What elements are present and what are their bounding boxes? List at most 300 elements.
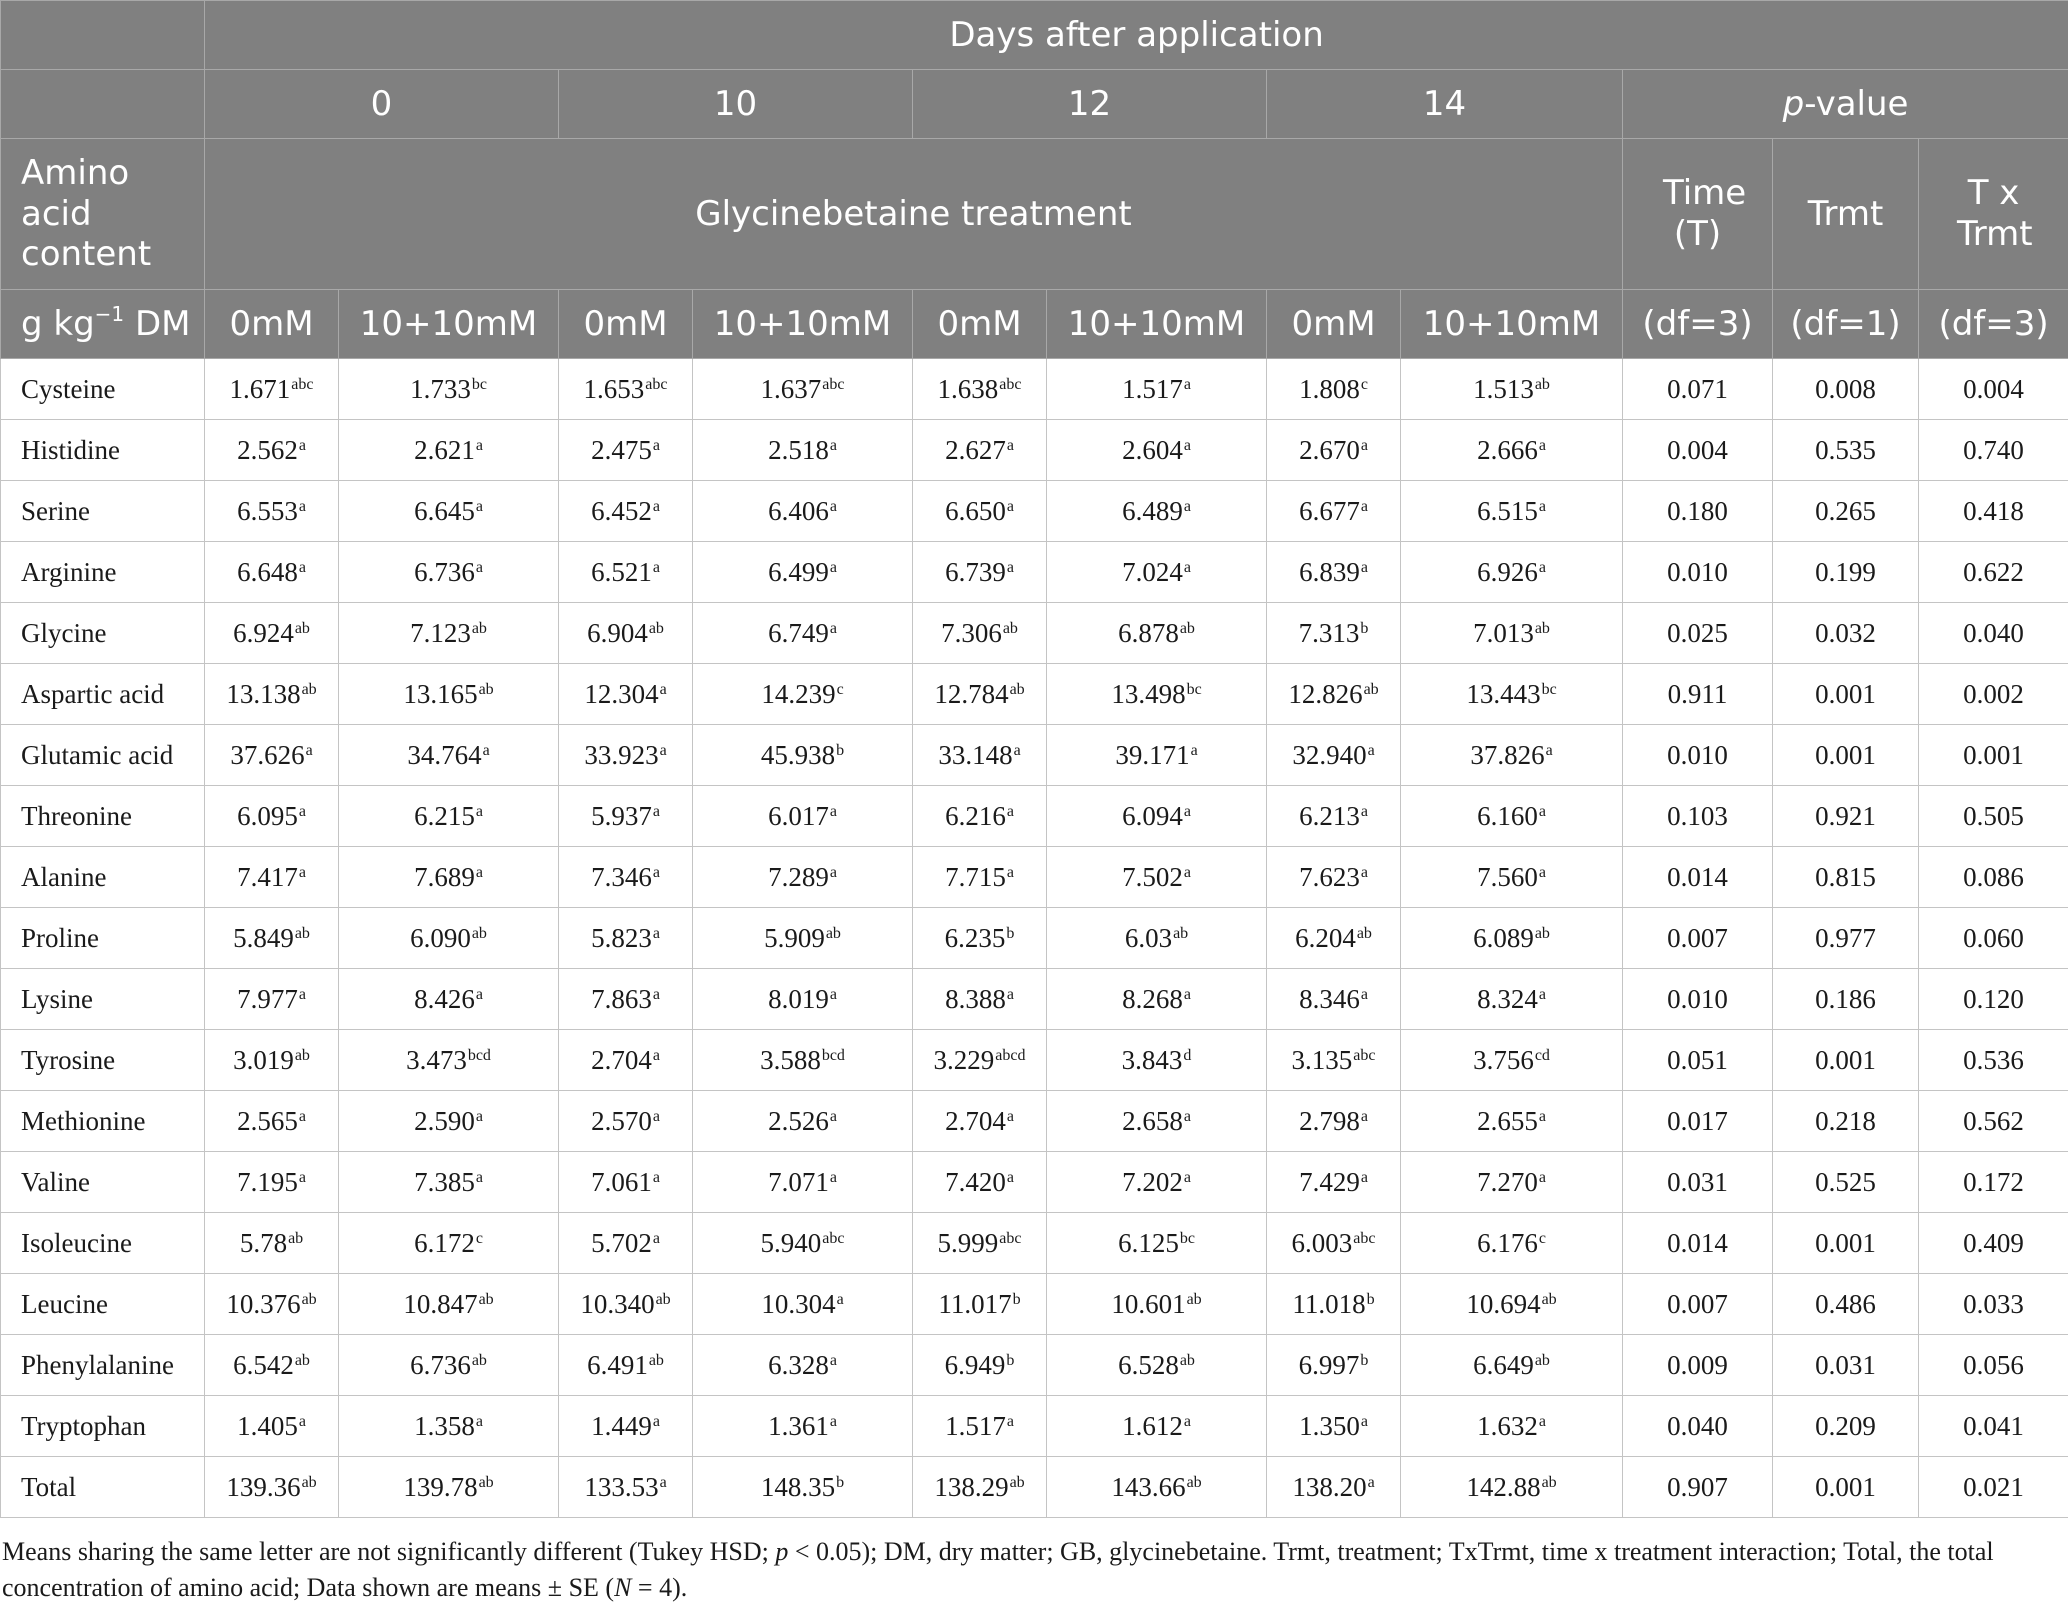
significance-letters: cd (1534, 1046, 1550, 1064)
p-value-cell: 0.071 (1623, 359, 1773, 420)
significance-letters: a (298, 802, 306, 820)
p-value-cell: 0.001 (1919, 725, 2068, 786)
mean-value: 13.443 (1466, 678, 1541, 709)
mean-value: 148.35 (760, 1471, 836, 1502)
value-cell (1401, 481, 1623, 542)
mean-value: 142.88 (1466, 1471, 1541, 1502)
value-cell (339, 1335, 559, 1396)
value-cell (1267, 969, 1401, 1030)
significance-letters: a (298, 1107, 306, 1125)
value-cell (913, 1335, 1047, 1396)
mean-value: 37.626 (230, 739, 305, 770)
p-value-cell: 0.921 (1773, 786, 1919, 847)
value-cell (1401, 1396, 1623, 1457)
mean-value: 1.671 (229, 373, 291, 404)
mean-value: 2.475 (591, 434, 652, 465)
significance-letters: a (475, 1412, 483, 1430)
significance-letters: a (829, 1412, 837, 1430)
significance-letters: abc (645, 375, 668, 393)
significance-letters: a (1538, 558, 1546, 576)
value-cell (1047, 1274, 1267, 1335)
mean-value: 3.756 (1473, 1044, 1534, 1075)
significance-letters: a (659, 680, 667, 698)
mean-value: 2.565 (237, 1105, 298, 1136)
value-cell (559, 1274, 693, 1335)
significance-letters: a (1183, 802, 1191, 820)
value-cell (913, 1274, 1047, 1335)
p-value-cell: 0.004 (1919, 359, 2068, 420)
mean-value: 14.239 (761, 678, 836, 709)
mean-value: 3.135 (1291, 1044, 1353, 1075)
p-value-cell: 0.032 (1773, 603, 1919, 664)
significance-letters: ab (301, 1290, 317, 1308)
table-row (1, 542, 2068, 603)
p-value-cell: 0.056 (1919, 1335, 2068, 1396)
significance-letters: abc (1353, 1046, 1376, 1064)
value-cell (339, 1274, 559, 1335)
value-cell (205, 847, 339, 908)
mean-value: 3.229 (933, 1044, 995, 1075)
mean-value: 6.089 (1473, 922, 1534, 953)
value-cell (913, 725, 1047, 786)
value-cell (1267, 481, 1401, 542)
mean-value: 6.160 (1477, 800, 1538, 831)
significance-letters: ab (1534, 619, 1550, 637)
table-row (1, 603, 2068, 664)
significance-letters: a (1360, 985, 1368, 1003)
value-cell (339, 969, 559, 1030)
mean-value: 1.517 (945, 1410, 1006, 1441)
value-cell (913, 786, 1047, 847)
significance-letters: a (829, 1107, 837, 1125)
mean-value: 6.904 (587, 617, 648, 648)
significance-letters: ab (1534, 1351, 1550, 1369)
table-row (1, 847, 2068, 908)
significance-letters: a (1545, 741, 1553, 759)
mean-value: 7.270 (1477, 1166, 1538, 1197)
value-cell (693, 481, 913, 542)
treatment-header: 10+10mM (339, 290, 559, 359)
mean-value: 13.498 (1111, 678, 1186, 709)
value-cell (339, 1457, 559, 1518)
mean-value: 3.473 (406, 1044, 467, 1075)
mean-value: 8.346 (1299, 983, 1360, 1014)
amino-acid-name: Phenylalanine (1, 1335, 205, 1396)
mean-value: 1.361 (768, 1410, 829, 1441)
value-cell (913, 1213, 1047, 1274)
p-value-cell: 0.014 (1623, 847, 1773, 908)
significance-letters: bcd (467, 1046, 491, 1064)
significance-letters: a (298, 436, 306, 454)
p-value-cell: 0.740 (1919, 420, 2068, 481)
day-group-10: 10 (559, 70, 913, 139)
significance-letters: a (1006, 985, 1014, 1003)
mean-value: 7.429 (1299, 1166, 1360, 1197)
p-value-cell: 0.218 (1773, 1091, 1919, 1152)
days-after-application-header: Days after application (205, 1, 2068, 70)
p-value-cell: 0.051 (1623, 1030, 1773, 1091)
significance-letters: a (1538, 1168, 1546, 1186)
mean-value: 7.420 (945, 1166, 1006, 1197)
header-row-units (1, 290, 2068, 359)
mean-value: 2.570 (591, 1105, 652, 1136)
mean-value: 2.627 (945, 434, 1006, 465)
significance-letters: a (829, 863, 837, 881)
amino-acid-name: Methionine (1, 1091, 205, 1152)
treatment-header: 0mM (1267, 290, 1401, 359)
mean-value: 133.53 (584, 1471, 659, 1502)
significance-letters: abc (1353, 1229, 1376, 1247)
significance-letters: a (829, 1168, 837, 1186)
value-cell (559, 603, 693, 664)
value-cell (1047, 1213, 1267, 1274)
table-row (1, 1274, 2068, 1335)
significance-letters: ab (288, 1229, 304, 1247)
table-row (1, 786, 2068, 847)
significance-letters: a (652, 436, 660, 454)
mean-value: 6.094 (1122, 800, 1183, 831)
unit-header: g $kg^{-1}$ DM (1, 290, 205, 359)
value-cell (559, 1396, 693, 1457)
mean-value: 143.66 (1111, 1471, 1186, 1502)
mean-value: 5.849 (233, 922, 294, 953)
mean-value: 6.648 (237, 556, 298, 587)
mean-value: 13.165 (403, 678, 478, 709)
significance-letters: a (298, 497, 306, 515)
significance-letters: ab (1541, 1290, 1557, 1308)
mean-value: 33.923 (584, 739, 659, 770)
significance-letters: a (1183, 1168, 1191, 1186)
significance-letters: a (1006, 1107, 1014, 1125)
significance-letters: a (298, 1168, 306, 1186)
mean-value: 6.542 (233, 1349, 294, 1380)
value-cell (1401, 908, 1623, 969)
significance-letters: a (652, 863, 660, 881)
mean-value: 7.024 (1122, 556, 1183, 587)
value-cell (693, 359, 913, 420)
significance-letters: b (1360, 619, 1369, 637)
mean-value: 6.172 (414, 1227, 475, 1258)
value-cell (693, 786, 913, 847)
significance-letters: a (652, 1168, 660, 1186)
mean-value: 12.826 (1288, 678, 1363, 709)
significance-letters: bcd (821, 1046, 845, 1064)
significance-letters: ab (478, 1473, 494, 1491)
mean-value: 7.560 (1477, 861, 1538, 892)
significance-letters: a (652, 924, 660, 942)
value-cell (693, 908, 913, 969)
value-cell (693, 1335, 913, 1396)
treatment-header: 10+10mM (1401, 290, 1623, 359)
value-cell (1401, 1152, 1623, 1213)
value-cell (205, 1030, 339, 1091)
glycinebetaine-treatment-header: Glycinebetaine treatment (205, 139, 1623, 290)
significance-letters: a (1006, 1168, 1014, 1186)
mean-value: 6.499 (768, 556, 829, 587)
amino-acid-name: Glycine (1, 603, 205, 664)
value-cell (913, 664, 1047, 725)
significance-letters: a (1538, 985, 1546, 1003)
p-value-cell: 0.265 (1773, 481, 1919, 542)
mean-value: 1.632 (1477, 1410, 1538, 1441)
value-cell (693, 969, 913, 1030)
mean-value: 7.623 (1299, 861, 1360, 892)
value-cell (205, 969, 339, 1030)
significance-letters: abc (999, 375, 1022, 393)
mean-value: 2.621 (414, 434, 475, 465)
amino-acid-name: Leucine (1, 1274, 205, 1335)
significance-letters: a (829, 985, 837, 1003)
significance-letters: a (1360, 863, 1368, 881)
value-cell (339, 481, 559, 542)
mean-value: 8.426 (414, 983, 475, 1014)
p-value-cell: 0.041 (1919, 1396, 2068, 1457)
day-group-14: 14 (1267, 70, 1623, 139)
mean-value: 37.826 (1470, 739, 1545, 770)
amino-acid-name: Histidine (1, 420, 205, 481)
mean-value: 6.649 (1473, 1349, 1534, 1380)
value-cell (1047, 969, 1267, 1030)
value-cell (913, 603, 1047, 664)
mean-value: 2.590 (414, 1105, 475, 1136)
p-value-cell: 0.007 (1623, 1274, 1773, 1335)
value-cell (339, 786, 559, 847)
value-cell (559, 969, 693, 1030)
mean-value: 6.491 (587, 1349, 648, 1380)
header-row-days (1, 1, 2068, 70)
mean-value: 138.29 (934, 1471, 1009, 1502)
mean-value: 10.601 (1111, 1288, 1186, 1319)
table-row (1, 1213, 2068, 1274)
treatment-header: 10+10mM (693, 290, 913, 359)
mean-value: 11.018 (1292, 1288, 1366, 1319)
table-row (1, 664, 2068, 725)
significance-letters: ab (1356, 924, 1372, 942)
significance-letters: a (1006, 1412, 1014, 1430)
mean-value: 2.798 (1299, 1105, 1360, 1136)
significance-letters: a (829, 1351, 837, 1369)
mean-value: 6.739 (945, 556, 1006, 587)
significance-letters: a (1183, 863, 1191, 881)
significance-letters: a (1006, 802, 1014, 820)
value-cell (693, 603, 913, 664)
table-row (1, 1457, 2068, 1518)
value-cell (1047, 664, 1267, 725)
significance-letters: ab (471, 924, 487, 942)
mean-value: 1.733 (410, 373, 471, 404)
significance-letters: a (836, 1290, 844, 1308)
mean-value: 3.019 (233, 1044, 294, 1075)
value-cell (339, 1091, 559, 1152)
table-row (1, 420, 2068, 481)
significance-letters: ab (294, 619, 310, 637)
amino-acid-name: Tryptophan (1, 1396, 205, 1457)
significance-letters: b (1360, 1351, 1369, 1369)
mean-value: 7.123 (410, 617, 471, 648)
significance-letters: ab (1541, 1473, 1557, 1491)
mean-value: 6.515 (1477, 495, 1538, 526)
significance-letters: a (1538, 863, 1546, 881)
amino-acid-content-header: Amino acid content (1, 139, 205, 290)
value-cell (913, 420, 1047, 481)
value-cell (205, 725, 339, 786)
mean-value: 2.704 (591, 1044, 652, 1075)
mean-value: 10.376 (226, 1288, 301, 1319)
value-cell (913, 847, 1047, 908)
mean-value: 2.658 (1122, 1105, 1183, 1136)
mean-value: 1.405 (237, 1410, 298, 1441)
mean-value: 5.823 (591, 922, 652, 953)
value-cell (205, 1396, 339, 1457)
significance-letters: a (475, 985, 483, 1003)
mean-value: 139.78 (403, 1471, 478, 1502)
header-blank (1, 1, 205, 70)
time-header: Time (T) (1623, 139, 1773, 290)
amino-acid-name: Alanine (1, 847, 205, 908)
significance-letters: a (1183, 497, 1191, 515)
significance-letters: a (1360, 436, 1368, 454)
significance-letters: a (652, 497, 660, 515)
significance-letters: abc (999, 1229, 1022, 1247)
significance-letters: b (1006, 924, 1015, 942)
significance-letters: ab (1002, 619, 1018, 637)
value-cell (1047, 542, 1267, 603)
p-value-header: p-value (1623, 70, 2068, 139)
significance-letters: a (1006, 436, 1014, 454)
table-footnote: Means sharing the same letter are not significantly different (Tukey HSD; p < 0.05); DM, dry matter; GB, glycinebetaine. Trmt, treatment; TxTrmt, time x treatment interaction; Total, the total concentration of amino acid; Data shown are means ± SE (N = 4). (2, 1537, 1994, 1602)
txtrmt-header: T x Trmt (1919, 139, 2068, 290)
value-cell (205, 786, 339, 847)
value-cell (1047, 1091, 1267, 1152)
significance-letters: a (1360, 558, 1368, 576)
value-cell (205, 1213, 339, 1274)
significance-letters: ab (471, 619, 487, 637)
value-cell (1401, 847, 1623, 908)
significance-letters: ab (301, 1473, 317, 1491)
mean-value: 6.03 (1124, 922, 1173, 953)
amino-acid-name: Lysine (1, 969, 205, 1030)
significance-letters: a (652, 802, 660, 820)
significance-letters: bc (1179, 1229, 1195, 1247)
value-cell (205, 420, 339, 481)
mean-value: 2.666 (1477, 434, 1538, 465)
significance-letters: a (829, 497, 837, 515)
value-cell (1267, 664, 1401, 725)
value-cell (1267, 786, 1401, 847)
treatment-header: 10+10mM (1047, 290, 1267, 359)
mean-value: 138.20 (1292, 1471, 1367, 1502)
significance-letters: ab (648, 1351, 664, 1369)
table-row (1, 969, 2068, 1030)
significance-letters: a (1013, 741, 1021, 759)
table-row (1, 481, 2068, 542)
value-cell (913, 542, 1047, 603)
header-row-day-groups (1, 70, 2068, 139)
value-cell (1047, 420, 1267, 481)
p-value-cell: 0.031 (1623, 1152, 1773, 1213)
significance-letters: b (1366, 1290, 1375, 1308)
value-cell (693, 420, 913, 481)
table-row (1, 1152, 2068, 1213)
mean-value: 1.350 (1299, 1410, 1360, 1441)
p-value-cell: 0.562 (1919, 1091, 2068, 1152)
value-cell (205, 1091, 339, 1152)
mean-value: 6.839 (1299, 556, 1360, 587)
mean-value: 6.328 (768, 1349, 829, 1380)
p-value-cell: 0.409 (1919, 1213, 2068, 1274)
mean-value: 6.736 (414, 556, 475, 587)
p-value-cell: 0.977 (1773, 908, 1919, 969)
amino-acid-name: Aspartic acid (1, 664, 205, 725)
mean-value: 8.019 (768, 983, 829, 1014)
value-cell (1267, 908, 1401, 969)
p-value-cell: 0.622 (1919, 542, 2068, 603)
value-cell (559, 420, 693, 481)
mean-value: 6.650 (945, 495, 1006, 526)
mean-value: 10.694 (1466, 1288, 1541, 1319)
p-value-cell: 0.525 (1773, 1152, 1919, 1213)
amino-acid-name: Glutamic acid (1, 725, 205, 786)
mean-value: 10.304 (761, 1288, 836, 1319)
mean-value: 3.843 (1121, 1044, 1183, 1075)
mean-value: 1.637 (760, 373, 822, 404)
value-cell (559, 1457, 693, 1518)
significance-letters: a (1183, 985, 1191, 1003)
mean-value: 6.489 (1122, 495, 1183, 526)
mean-value: 7.502 (1122, 861, 1183, 892)
value-cell (913, 1091, 1047, 1152)
significance-letters: ab (478, 1290, 494, 1308)
significance-letters: ab (1009, 1473, 1025, 1491)
significance-letters: a (1183, 436, 1191, 454)
value-cell (1401, 1274, 1623, 1335)
significance-letters: a (652, 1046, 660, 1064)
value-cell (1047, 1457, 1267, 1518)
trmt-header: Trmt (1773, 139, 1919, 290)
value-cell (1401, 1335, 1623, 1396)
value-cell (205, 359, 339, 420)
mean-value: 10.340 (580, 1288, 655, 1319)
value-cell (1401, 1213, 1623, 1274)
p-value-cell: 0.209 (1773, 1396, 1919, 1457)
significance-letters: a (829, 802, 837, 820)
significance-letters: a (1538, 1107, 1546, 1125)
value-cell (1401, 969, 1623, 1030)
value-cell (1267, 1396, 1401, 1457)
significance-letters: ab (1179, 1351, 1195, 1369)
mean-value: 7.061 (591, 1166, 652, 1197)
value-cell (205, 1274, 339, 1335)
significance-letters: b (836, 741, 845, 759)
value-cell (1401, 1030, 1623, 1091)
mean-value: 6.645 (414, 495, 475, 526)
p-value-cell: 0.086 (1919, 847, 2068, 908)
significance-letters: a (829, 619, 837, 637)
significance-letters: d (1183, 1046, 1192, 1064)
value-cell (559, 786, 693, 847)
amino-acid-name: Proline (1, 908, 205, 969)
mean-value: 8.268 (1122, 983, 1183, 1014)
mean-value: 6.924 (233, 617, 294, 648)
significance-letters: ab (1534, 375, 1550, 393)
p-value-cell: 0.010 (1623, 542, 1773, 603)
significance-letters: a (298, 1412, 306, 1430)
significance-letters: abc (291, 375, 314, 393)
p-value-cell: 0.001 (1773, 1457, 1919, 1518)
value-cell (693, 1030, 913, 1091)
significance-letters: a (1538, 497, 1546, 515)
table-row (1, 908, 2068, 969)
